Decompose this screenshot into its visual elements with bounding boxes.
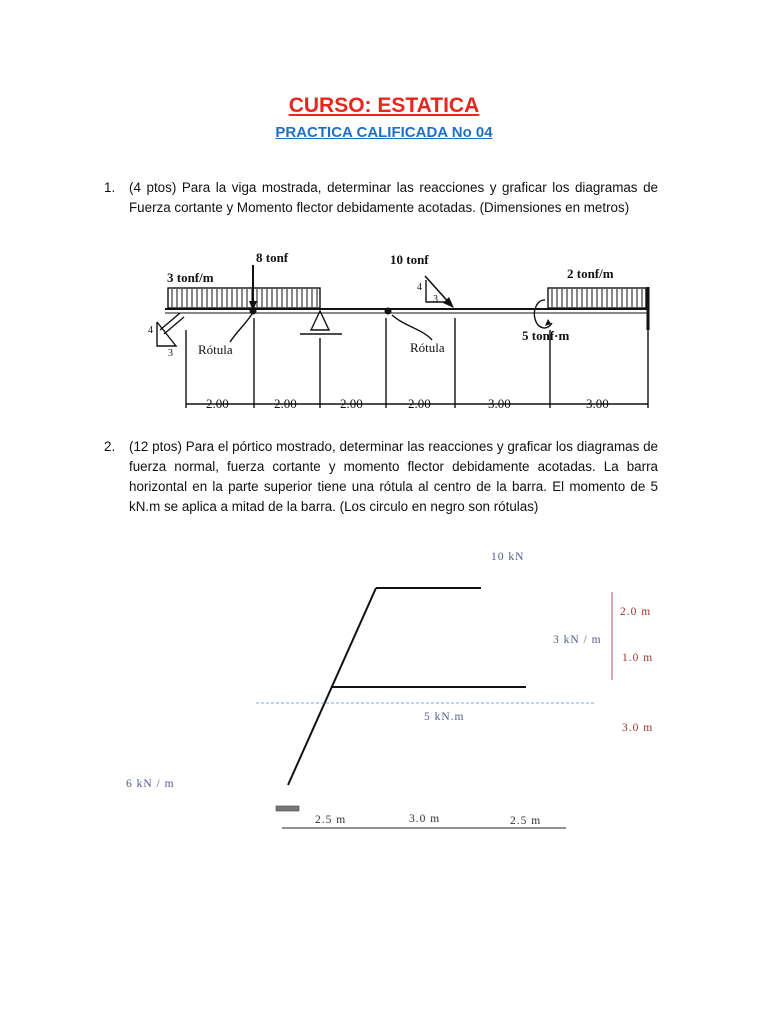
beam-dimension-2: 2.00 [274, 396, 297, 411]
beam-moment-label: 5 tonf·m [522, 328, 570, 343]
beam-slope-load-h: 3 [433, 294, 438, 305]
beam-slope-left-v: 4 [148, 325, 153, 336]
frame-width-1: 2.5 m [315, 814, 347, 826]
beam-dimension-1: 2.00 [206, 396, 229, 411]
problem-2-text: (12 ptos) Para el pórtico mostrado, determinar las reacciones y graficar los diagramas de fuerza normal, fuerza cortante y momento flector debidamente acotadas. La barra horizontal en la parte superior tiene una rótula al centro de la barra. El momento de 5 kN.m se aplica a mitad de la barra. (Los circulo en negro son rótulas) [129, 439, 658, 514]
page-subtitle: PRACTICA CALIFICADA No 04 [275, 124, 493, 141]
beam-dimension-5: 3.00 [488, 396, 511, 411]
beam-point-load-1-label: 8 tonf [256, 250, 289, 265]
beam-point-load-2-label: 10 tonf [390, 252, 429, 267]
beam-slope-load-v: 4 [417, 282, 422, 293]
problem-1-text: (4 ptos) Para la viga mostrada, determinar las reacciones y graficar los diagramas de Fuerza cortante y Momento flector debidamente acotadas. (Dimensiones en metros) [129, 180, 658, 215]
beam-load-left-label: 3 tonf/m [167, 270, 214, 285]
frame-height-1: 2.0 m [620, 606, 652, 618]
frame-top-load-label: 10 kN [491, 551, 525, 563]
frame-width-3: 2.5 m [510, 815, 542, 827]
beam-hinge-2-label: Rótula [410, 340, 445, 355]
beam-dimension-4: 2.00 [408, 396, 431, 411]
support-symbol [276, 806, 299, 811]
frame-height-2: 1.0 m [622, 652, 654, 664]
problem-1-number: 1. [104, 180, 116, 195]
beam-hinge-1-label: Rótula [198, 342, 233, 357]
beam-dimension-3: 2.00 [340, 396, 363, 411]
beam-load-right-label: 2 tonf/m [567, 266, 614, 281]
problem-2-number: 2. [104, 439, 116, 454]
beam-dimension-6: 3.00 [586, 396, 609, 411]
beam-slope-left-h: 3 [168, 348, 173, 359]
frame-height-3: 3.0 m [622, 722, 654, 734]
page-title: CURSO: ESTATICA [288, 94, 480, 117]
frame-moment-label: 5 kN.m [424, 711, 465, 723]
frame-dist-load-left-label: 6 kN / m [126, 778, 175, 790]
frame-width-2: 3.0 m [409, 813, 441, 825]
frame-dist-load-right-label: 3 kN / m [553, 634, 602, 646]
